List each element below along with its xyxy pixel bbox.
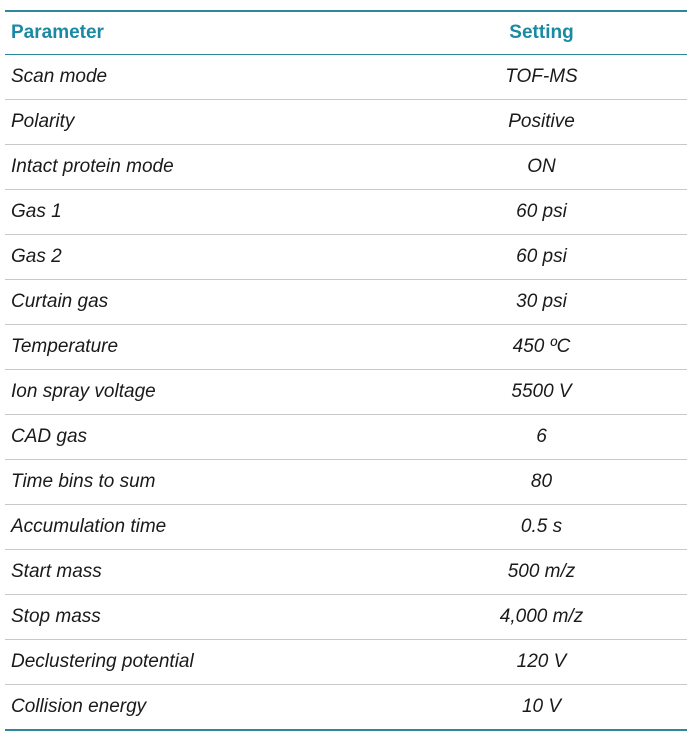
setting-cell: 10 V xyxy=(521,696,562,717)
setting-cell: TOF-MS xyxy=(505,66,578,87)
table-row xyxy=(5,145,687,190)
parameter-cell: Collision energy xyxy=(11,696,147,717)
parameter-cell: Accumulation time xyxy=(11,516,167,537)
setting-cell: 60 psi xyxy=(516,246,567,267)
setting-cell: 6 xyxy=(536,426,547,447)
table-row xyxy=(5,640,687,685)
setting-cell: ON xyxy=(527,156,556,177)
parameter-table-container xyxy=(5,10,687,731)
table-row xyxy=(5,55,687,100)
parameter-cell: Polarity xyxy=(11,111,75,132)
table-row xyxy=(5,370,687,415)
table-row xyxy=(5,235,687,280)
setting-cell: 500 m/z xyxy=(507,561,576,582)
table-row xyxy=(5,325,687,370)
setting-cell: 0.5 s xyxy=(520,516,563,537)
table-row xyxy=(5,685,687,731)
table-row xyxy=(5,550,687,595)
setting-cell: 80 xyxy=(530,471,553,492)
table-row xyxy=(5,190,687,235)
parameter-cell: Scan mode xyxy=(11,66,108,87)
table-row xyxy=(5,460,687,505)
table-row xyxy=(5,100,687,145)
table-row xyxy=(5,415,687,460)
setting-cell: Positive xyxy=(508,111,575,132)
table-header xyxy=(5,11,687,55)
parameter-table xyxy=(5,10,687,731)
parameter-cell: Time bins to sum xyxy=(11,471,156,492)
parameter-cell: CAD gas xyxy=(11,426,88,447)
table-row xyxy=(5,595,687,640)
table-row xyxy=(5,280,687,325)
parameter-cell: Start mass xyxy=(11,561,102,582)
table-row xyxy=(5,505,687,550)
setting-cell: 5500 V xyxy=(511,381,572,402)
setting-cell: 4,000 m/z xyxy=(499,606,584,627)
parameter-cell: Gas 2 xyxy=(11,246,62,267)
setting-column-header: Setting xyxy=(509,22,574,43)
parameter-cell: Curtain gas xyxy=(11,291,109,312)
parameter-column-header: Parameter xyxy=(11,22,104,43)
header-row xyxy=(5,11,687,55)
parameter-cell: Intact protein mode xyxy=(11,156,174,177)
setting-cell: 450 ºC xyxy=(512,336,571,357)
parameter-cell: Ion spray voltage xyxy=(11,381,156,402)
setting-cell: 60 psi xyxy=(516,201,567,222)
setting-cell: 120 V xyxy=(516,651,567,672)
parameter-cell: Temperature xyxy=(11,336,119,357)
setting-cell: 30 psi xyxy=(516,291,567,312)
table-body xyxy=(5,55,687,731)
parameter-cell: Gas 1 xyxy=(11,201,62,222)
parameter-cell: Declustering potential xyxy=(11,651,194,672)
parameter-cell: Stop mass xyxy=(11,606,101,627)
